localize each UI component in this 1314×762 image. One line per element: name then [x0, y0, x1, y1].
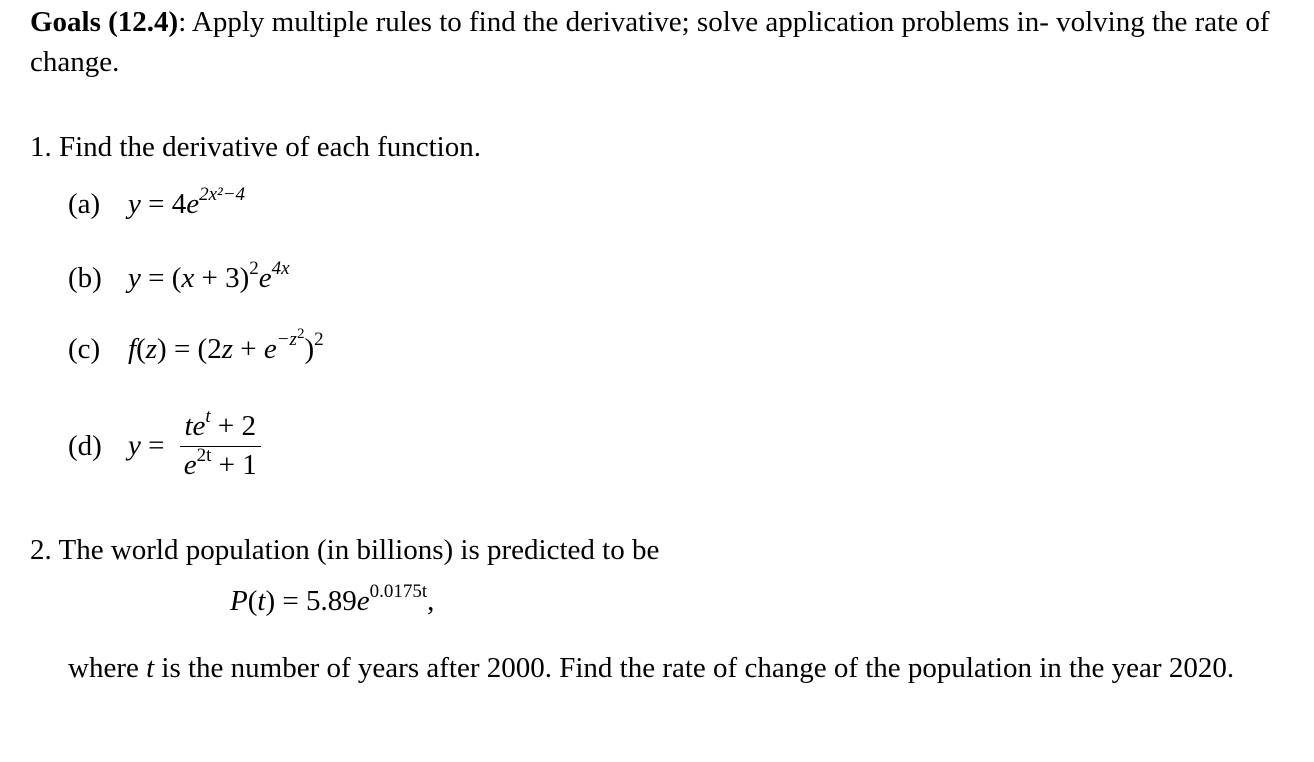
problem-1d [68, 406, 261, 482]
math-op: , [427, 585, 435, 617]
problem-2-number: 2. [30, 534, 52, 566]
math-exponent: 4x [271, 258, 290, 279]
fraction-denominator: $e^{2t} + 1$ [183, 445, 257, 481]
fraction [180, 406, 261, 482]
math-exponent: 2x²−4 [199, 184, 246, 205]
problem-1-prompt [30, 131, 481, 164]
math-op: = ( [140, 262, 182, 294]
math-fn: P [230, 585, 248, 617]
math-exponent: 2 [296, 326, 305, 342]
math-op: = 4 [140, 188, 187, 220]
problem-1-number: 1. [30, 131, 52, 163]
math-var: z [145, 333, 158, 365]
math-var: y [128, 262, 141, 294]
math-exponent: 2 [314, 329, 324, 350]
problem-2-prompt [30, 534, 659, 567]
part-label: (c) [68, 333, 101, 365]
population-formula: $P(t) = 5.89e^{0.0175t}$, [230, 581, 435, 617]
math-var: y [128, 188, 141, 220]
math-op: ) = 5.89 [265, 585, 357, 617]
problem-2-text: The world population (in billions) is predicted to be [58, 534, 660, 566]
math-var: t [146, 652, 155, 684]
part-label: (b) [68, 262, 102, 294]
problem-1-text: Find the derivative of each function. [59, 131, 481, 163]
goals-text: Apply multiple rules to find the derivative; solve application problems in- volving the rate of change. [30, 6, 1270, 78]
goals-paragraph [30, 2, 1290, 82]
math-base: e [258, 262, 272, 294]
math-var: t [257, 585, 266, 617]
math-op: ) = (2 [157, 333, 222, 365]
math-base: e [356, 585, 370, 617]
problem-1a [68, 184, 246, 221]
math-base: e [263, 333, 277, 365]
part-label: (a) [68, 188, 101, 220]
math-var: z [221, 333, 233, 365]
math-var: y [128, 429, 141, 462]
math-exponent: 2 [249, 258, 259, 279]
problem-2-question: where t is the number of years after 2000. Find the rate of change of the population in the year 2020. [68, 652, 1235, 684]
math-exponent: 0.0175t [369, 581, 428, 602]
math-var: x [181, 262, 195, 294]
fraction-numerator: $te^t + 2$ [180, 410, 261, 447]
math-op: = [140, 429, 172, 462]
math-op: ) [304, 333, 315, 365]
math-base: e [186, 188, 200, 220]
math-op: + [233, 333, 264, 365]
math-exponent: −z [276, 329, 297, 350]
part-label: (d) [68, 429, 102, 462]
math-fn: f [128, 333, 137, 365]
goals-colon: : [178, 6, 187, 38]
problem-1b [68, 258, 290, 295]
goals-title: Goals (12.4) [30, 6, 179, 38]
math-op: + 3) [194, 262, 250, 294]
problem-1c: (c) $f(z) = (2z + e^{-z2})^2$ [68, 326, 324, 365]
